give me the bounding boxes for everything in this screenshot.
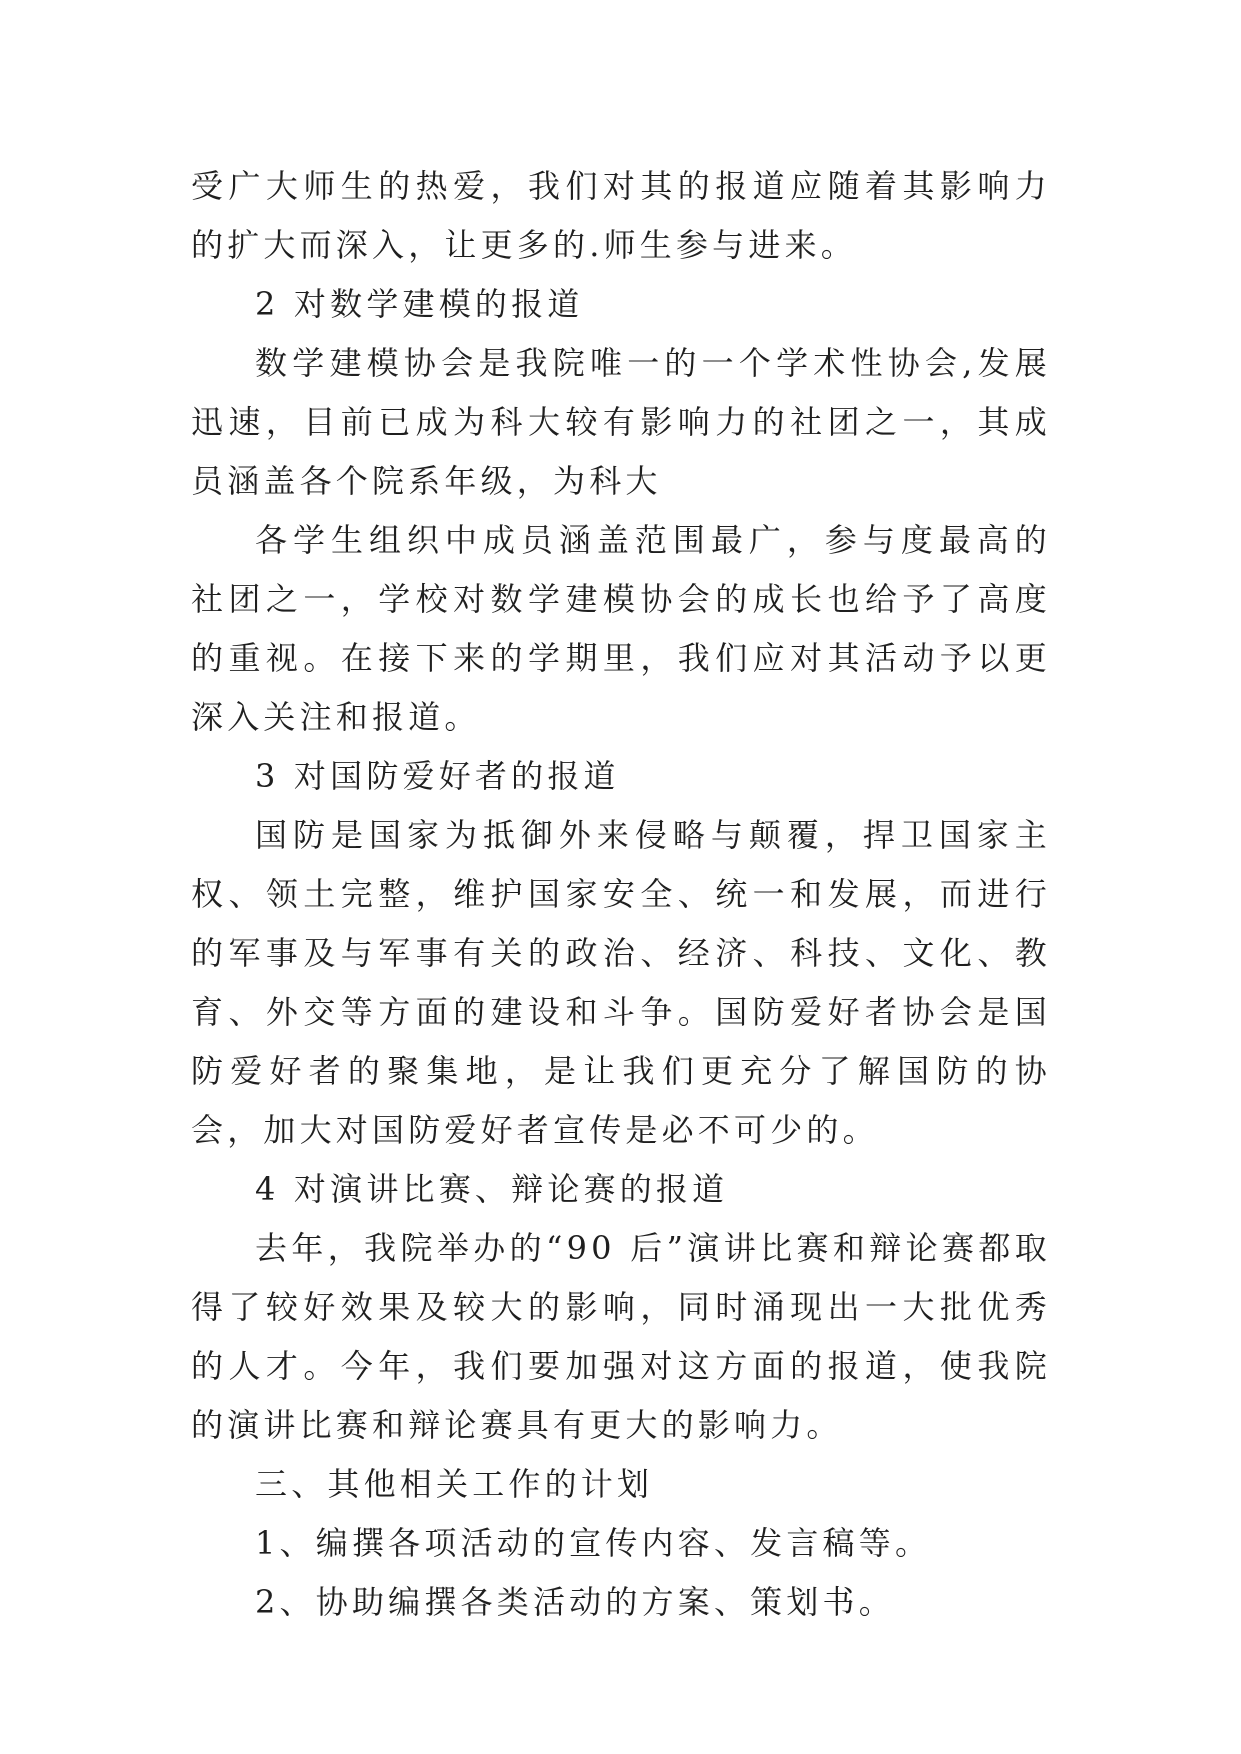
list-item-2: 2、协助编撰各类活动的方案、策划书。 [255,1583,895,1621]
paragraph-national-defense: 国防是国家为抵御外来侵略与颠覆，捍卫国家主权、领土完整，维护国家安全、统一和发展，而进行的军事及与军事有关的政治、经济、科技、文化、教育、外交等方面的建设和斗争。国防爱好者协会是国防爱好者的聚集地，是让我们更充分了解国防的协会，加大对国防爱好者宣传是必不可少的。 [191,816,1051,1149]
paragraph-intro-continuation: 受广大师生的热爱，我们对其的报道应随着其影响力的扩大而深入，让更多的.师生参与进来。 [191,167,1051,264]
section-heading-other-plans: 三、其他相关工作的计划 [255,1465,654,1503]
list-item-1: 1、编撰各项活动的宣传内容、发言稿等。 [255,1524,932,1562]
section-heading-national-defense: 3 对国防爱好者的报道 [255,757,620,795]
section-heading-math-modeling: 2 对数学建模的报道 [255,285,584,323]
paragraph-math-modeling-2: 各学生组织中成员涵盖范围最广，参与度最高的社团之一，学校对数学建模协会的成长也给予了高度的重视。在接下来的学期里，我们应对其活动予以更深入关注和报道。 [191,521,1051,736]
paragraph-math-modeling-1: 数学建模协会是我院唯一的一个学术性协会,发展迅速，目前已成为科大较有影响力的社团之一，其成员涵盖各个院系年级，为科大 [191,344,1051,500]
section-heading-speech-debate: 4 对演讲比赛、辩论赛的报道 [255,1170,729,1208]
document-body [191,157,1051,1632]
paragraph-speech-debate: 去年，我院举办的“90 后”演讲比赛和辩论赛都取得了较好效果及较大的影响，同时涌现出一大批优秀的人才。今年，我们要加强对这方面的报道，使我院的演讲比赛和辩论赛具有更大的影响力。 [191,1229,1051,1444]
